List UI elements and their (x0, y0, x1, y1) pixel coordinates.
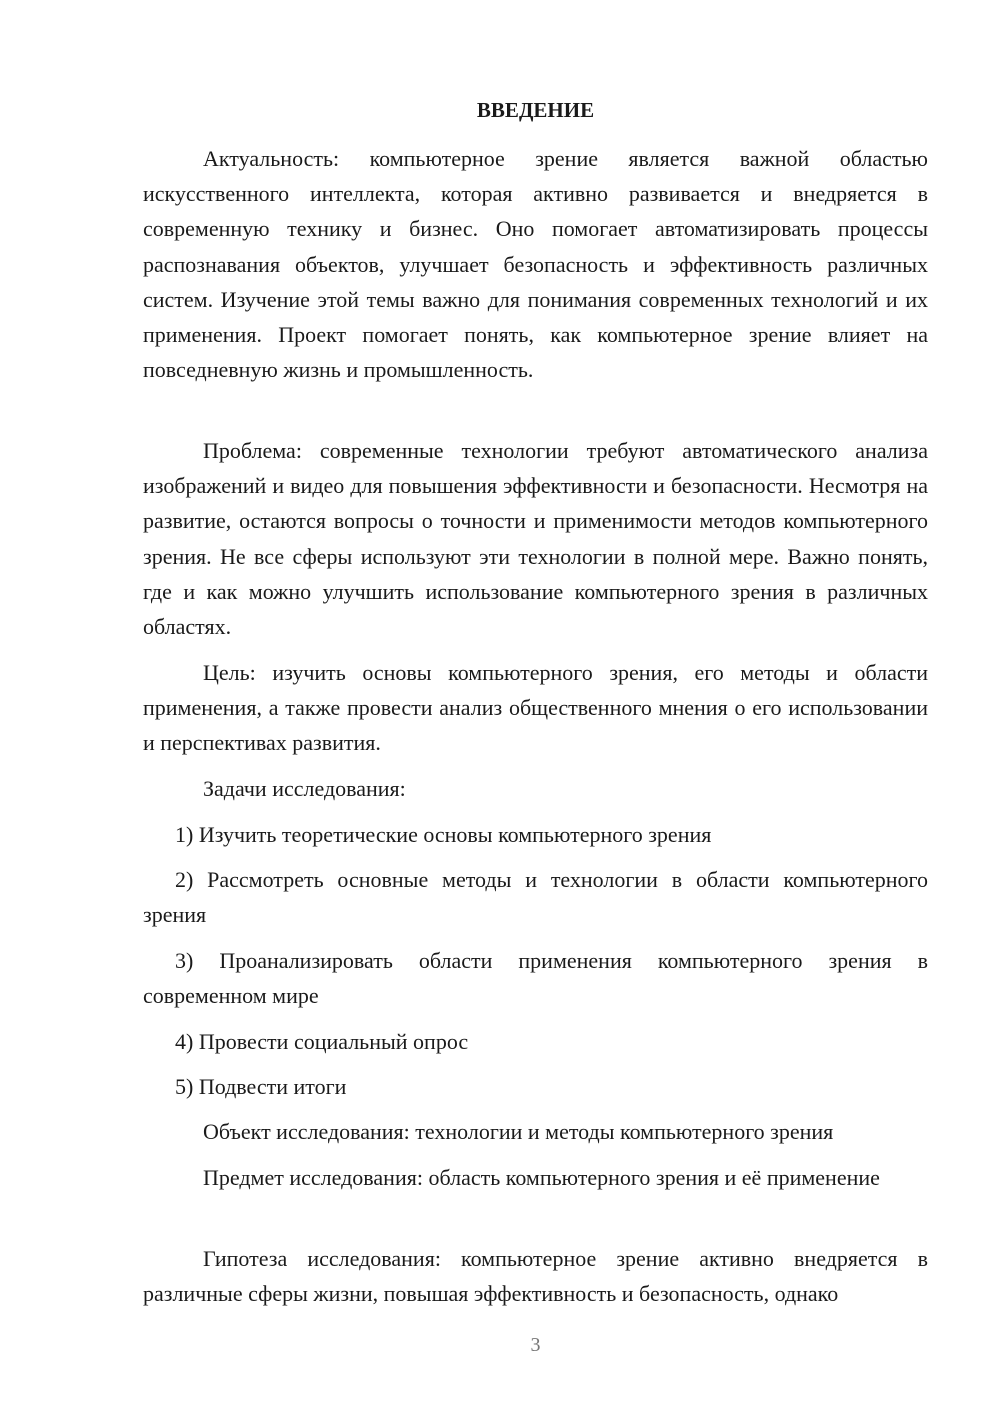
task-item-5: 5) Подвести итоги (175, 1074, 347, 1099)
paragraph-goal: Цель: изучить основы компьютерного зрения, его методы и области применения, а также провести анализ общественного мнения о его использовании и перспективах развития. (143, 660, 928, 756)
tasks-heading: Задачи исследования: (203, 776, 406, 801)
document-page (143, 0, 928, 1414)
task-item-3: 3) Проанализировать области применения компьютерного зрения в современном мире (143, 948, 928, 1009)
paragraph-problem: Проблема: современные технологии требуют автоматического анализа изображений и видео для повышения эффективности и безопасности. Несмотря на развитие, остаются вопросы о точности и применимости методов компьютерного зрения. Не все сферы используют эти технологии в полной мере. Важно понять, где и как можно улучшить использование компьютерного зрения в различных областях. (143, 438, 928, 640)
task-item-4: 4) Провести социальный опрос (175, 1029, 469, 1054)
task-item-1: 1) Изучить теоретические основы компьютерного зрения (175, 822, 712, 847)
page-number: 3 (530, 1334, 541, 1356)
page-title: ВВЕДЕНИЕ (476, 98, 595, 122)
task-item-2: 2) Рассмотреть основные методы и технологии в области компьютерного зрения (143, 867, 928, 928)
paragraph-subject: Предмет исследования: область компьютерного зрения и её применение (203, 1165, 880, 1190)
paragraph-object: Объект исследования: технологии и методы компьютерного зрения (203, 1119, 834, 1144)
paragraph-relevance: Актуальность: компьютерное зрение является важной областью искусственного интеллекта, которая активно развивается и внедряется в современную технику и бизнес. Оно помогает автоматизировать процессы распознавания объектов, улучшает безопасность и эффективность различных систем. Изучение этой темы важно для понимания современных технологий и их применения. Проект помогает понять, как компьютерное зрение влияет на повседневную жизнь и промышленность. (143, 146, 928, 383)
paragraph-hypothesis: Гипотеза исследования: компьютерное зрение активно внедряется в различные сферы жизни, повышая эффективность и безопасность, однако (143, 1246, 928, 1307)
